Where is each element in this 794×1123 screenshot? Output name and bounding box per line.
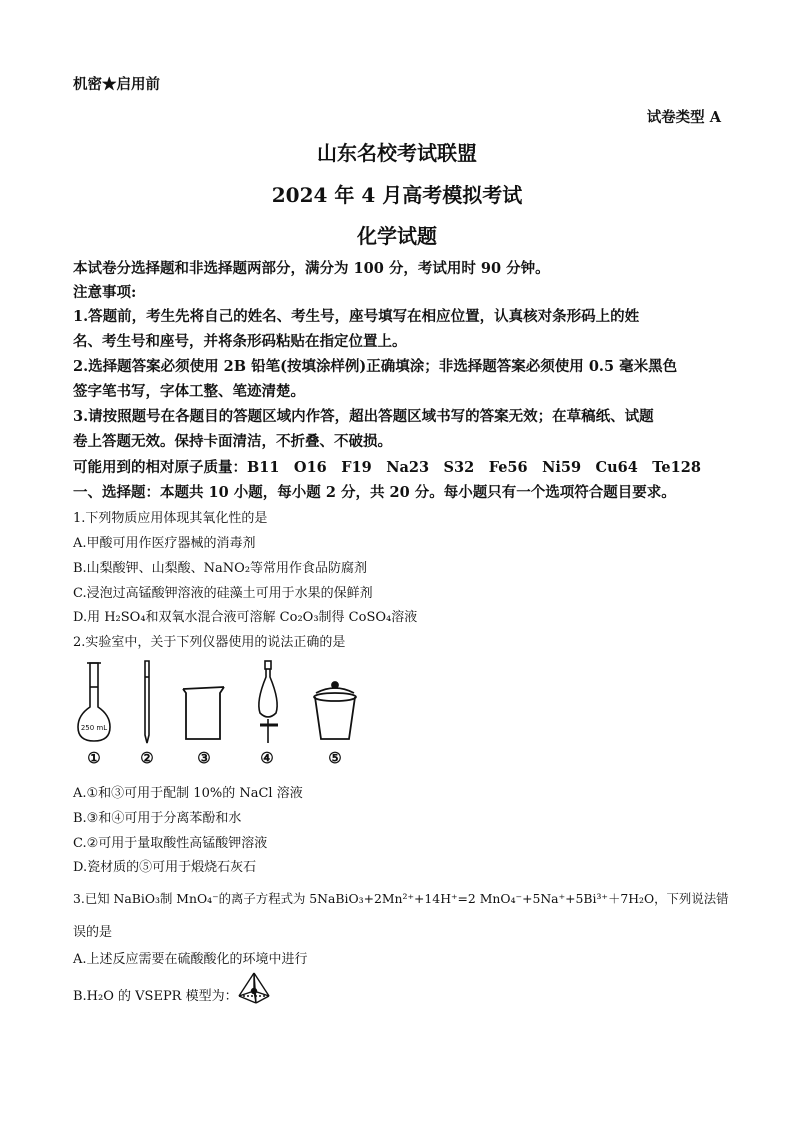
flask-volume-text: 250 mL <box>80 724 108 732</box>
note-3-line-1: 3.请按照题号在各题目的答题区域内作答，超出答题区域书写的答案无效；在草稿纸、试题 <box>73 408 654 425</box>
note-2-line-1: 2.选择题答案必须使用 2B 铅笔(按填涂样例)正确填涂；非选择题答案必须使用 0.5 毫米黑色 <box>73 358 678 375</box>
exam-union-title: 山东名校考试联盟 <box>317 141 477 165</box>
subject-title: 化学试题 <box>357 224 437 248</box>
q3-stem-line-2: 误的是 <box>73 925 113 940</box>
confidential-label: 机密★启用前 <box>73 76 160 93</box>
apparatus-drawing <box>70 657 370 747</box>
intro-text: 本试卷分选择题和非选择题两部分，满分为 100 分，考试用时 90 分钟。 <box>73 260 550 277</box>
q2-option-a: A.①和③可用于配制 10%的 NaCl 溶液 <box>73 786 303 801</box>
q3-stem-line-1: 3.已知 NaBiO₃制 MnO₄⁻的离子方程式为 5NaBiO₃+2Mn²⁺+14H⁺=2 MnO₄⁻+5Na⁺+5Bi³⁺＋7H₂O，下列说法错 <box>73 891 729 906</box>
q1-option-b: B.山梨酸钾、山梨酸、NaNO₂等常用作食品防腐剂 <box>73 561 368 576</box>
q1-option-c: C.浸泡过高锰酸钾溶液的硅藻土可用于水果的保鲜剂 <box>73 586 373 601</box>
q1-option-d: D.用 H₂SO₄和双氧水混合液可溶解 Co₂O₃制得 CoSO₄溶液 <box>73 610 418 625</box>
note-1-line-2: 名、考生号和座号，并将条形码粘贴在指定位置上。 <box>73 333 407 350</box>
atomic-masses: 可能用到的相对原子质量：B11 O16 F19 Na23 S32 Fe56 Ni59 Cu64 Te128 <box>73 459 701 476</box>
section-1-heading: 一、选择题：本题共 10 小题，每小题 2 分，共 20 分。每小题只有一个选项符合题目要求。 <box>73 484 676 501</box>
apparatus-label-5: ⑤ <box>328 749 342 767</box>
q2-option-c: C.②可用于量取酸性高锰酸钾溶液 <box>73 836 268 851</box>
apparatus-label-1: ① <box>87 749 101 767</box>
pipette-icon <box>145 661 149 743</box>
notes-heading: 注意事项: <box>73 284 137 301</box>
q2-option-d: D.瓷材质的⑤可用于煅烧石灰石 <box>73 860 257 875</box>
vsepr-tetrahedron-icon <box>234 970 274 1006</box>
crucible-icon <box>314 682 356 739</box>
volumetric-flask-icon <box>78 663 110 741</box>
q1-stem: 1.下列物质应用体现其氧化性的是 <box>73 511 268 526</box>
apparatus-label-2: ② <box>140 749 154 767</box>
apparatus-label-4: ④ <box>260 749 274 767</box>
note-2-line-2: 签字笔书写，字体工整、笔迹清楚。 <box>73 383 305 400</box>
q1-option-a: A.甲酸可用作医疗器械的消毒剂 <box>73 536 256 551</box>
q3-option-a: A.上述反应需要在硫酸酸化的环境中进行 <box>73 952 308 967</box>
exam-date-title: 2024 年 4 月高考模拟考试 <box>271 183 523 207</box>
note-1-line-1: 1.答题前，考生先将自己的姓名、考生号，座号填写在相应位置，认真核对条形码上的姓 <box>73 308 640 325</box>
apparatus-label-3: ③ <box>197 749 211 767</box>
lab-apparatus-figure <box>70 657 370 769</box>
q3-option-b: B.H₂O 的 VSEPR 模型为： <box>73 989 238 1004</box>
note-3-line-2: 卷上答题无效。保持卡面清洁，不折叠、不破损。 <box>73 433 392 450</box>
separatory-funnel-icon <box>259 661 278 743</box>
paper-type-label: 试卷类型 A <box>646 109 721 126</box>
q2-option-b: B.③和④可用于分离苯酚和水 <box>73 811 242 826</box>
q2-stem: 2.实验室中，关于下列仪器使用的说法正确的是 <box>73 635 346 650</box>
beaker-icon <box>183 687 224 739</box>
